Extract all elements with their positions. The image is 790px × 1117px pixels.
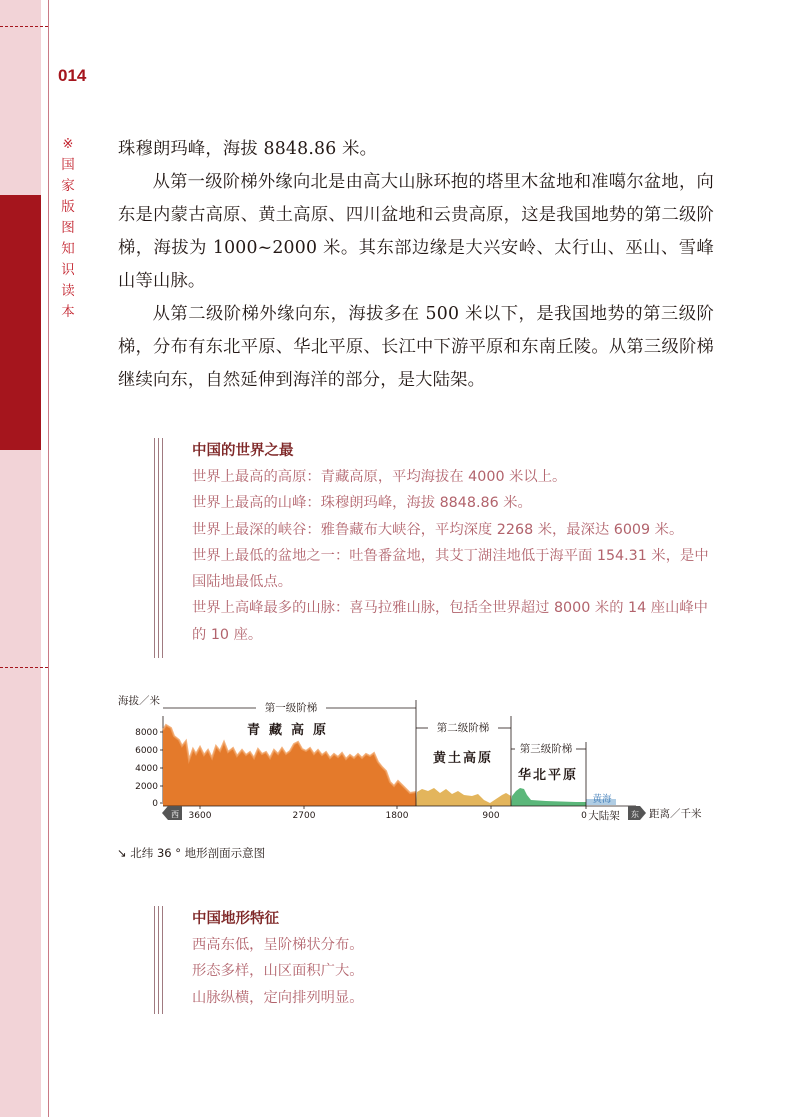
step1-label: 第一级阶梯 <box>264 702 318 714</box>
terrain-profile-figure <box>116 692 706 828</box>
x-tick: 2700 <box>292 811 316 821</box>
x-axis-label: 距离／千米 <box>649 808 702 820</box>
paragraph: 珠穆朗玛峰，海拔 8848.86 米。 <box>118 139 378 159</box>
x-tick: 900 <box>482 811 500 821</box>
y-axis-label: 海拔／米 <box>118 695 160 707</box>
margin-accent-block <box>0 195 41 450</box>
box-title: 中国的世界之最 <box>192 443 294 459</box>
box-title: 中国地形特征 <box>192 911 279 927</box>
x-tick: 1800 <box>385 811 409 821</box>
x-tick: 3600 <box>188 811 212 821</box>
series-title <box>58 134 78 323</box>
step3-area <box>511 788 586 806</box>
step2-area <box>416 788 511 806</box>
y-tick: 0 <box>152 799 158 809</box>
list-item: 形态多样，山区面积广大。 <box>192 963 364 980</box>
box-bars <box>154 906 168 1014</box>
y-tick: 4000 <box>135 764 158 774</box>
margin-dash <box>0 26 48 27</box>
step2-label: 第二级阶梯 <box>436 722 490 734</box>
reference-mark: ※ <box>62 137 74 152</box>
body-text <box>118 133 714 397</box>
terrain-box <box>154 906 714 1014</box>
sea-label: 黄海 <box>592 794 612 805</box>
y-tick: 6000 <box>135 746 158 756</box>
paragraph: 从第二级阶梯外缘向东，海拔多在 500 米以下，是我国地势的第三级阶梯，分布有东北平原、华北平原、长江中下游平原和东南丘陵。从第三级阶梯继续向东，自然延伸到海洋的部分，是大陆架。 <box>118 304 714 390</box>
world-best-box <box>154 438 714 658</box>
y-tick: 2000 <box>135 782 158 792</box>
margin-line <box>48 0 49 1117</box>
west-mark: 西 <box>171 810 179 819</box>
series-title-text: 国家版图知识读本 <box>61 157 75 320</box>
list-item: 世界上最高的高原：青藏高原，平均海拔在 4000 米以上。 <box>192 469 567 485</box>
step2-region: 黄土高原 <box>432 751 494 766</box>
list-item: 世界上最低的盆地之一：吐鲁番盆地，其艾丁湖洼地低于海平面 154.31 米，是中国陆地最低点。 <box>192 547 709 591</box>
margin-dash <box>0 667 48 668</box>
list-item: 世界上最高的山峰：珠穆朗玛峰，海拔 8848.86 米。 <box>192 495 532 512</box>
box-bars <box>154 438 168 658</box>
list-item: 西高东低，呈阶梯状分布。 <box>192 937 364 953</box>
list-item: 山脉纵横，定向排列明显。 <box>192 989 364 1006</box>
list-item: 世界上高峰最多的山脉：喜马拉雅山脉，包括全世界超过 8000 米的 14 座山峰中的 10 座。 <box>192 600 708 643</box>
x-tick: 0 <box>581 811 587 821</box>
y-tick: 8000 <box>135 728 158 738</box>
step1-region: 青藏高原 <box>246 723 336 738</box>
page-number: 014 <box>58 66 87 85</box>
list-item: 世界上最深的峡谷：雅鲁藏布大峡谷，平均深度 2268 米，最深达 6009 米。 <box>192 521 684 538</box>
step3-region: 华北平原 <box>517 768 579 783</box>
paragraph: 从第一级阶梯外缘向北是由高大山脉环抱的塔里木盆地和准噶尔盆地，向东是内蒙古高原、黄土高原、四川盆地和云贵高原，这是我国地势的第二级阶梯，海拔为 1000~2000 米。其东部边缘是大兴安岭、太行山、巫山、雪峰山等山脉。 <box>118 172 714 291</box>
shelf-label: 大陆架 <box>588 810 620 822</box>
figure-caption: ↘ 北纬 36 ° 地形剖面示意图 <box>117 846 266 860</box>
margin-band <box>0 0 41 1117</box>
step3-label: 第三级阶梯 <box>519 743 573 755</box>
east-mark: 东 <box>631 810 639 819</box>
